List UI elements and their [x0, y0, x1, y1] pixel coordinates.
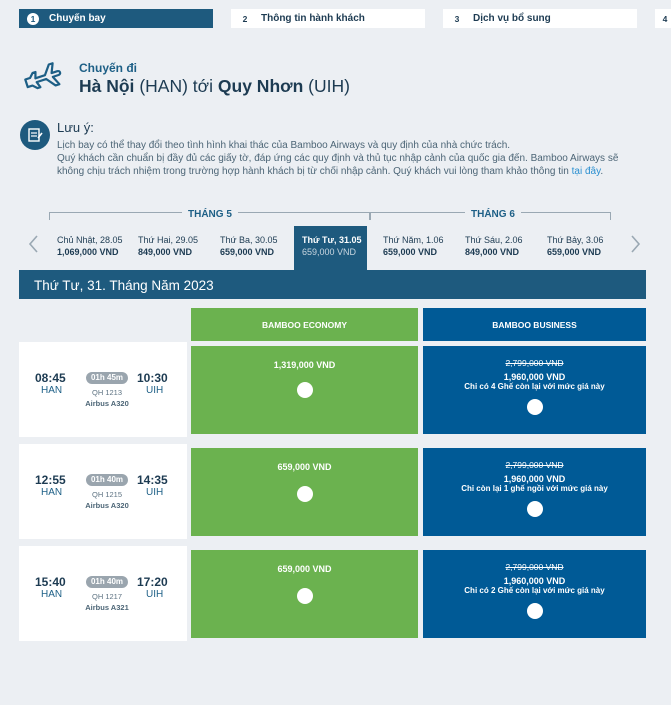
selected-day-bar: Thứ Tư, 31. Tháng Năm 2023: [19, 270, 646, 299]
origin-city: Hà Nội: [79, 76, 135, 96]
date-price: 849,000 VND: [138, 247, 193, 257]
flight-number: QH 1217: [91, 592, 123, 601]
departure-code: HAN: [41, 487, 63, 498]
route-connector: tới: [192, 76, 214, 96]
date-price: 659,000 VND: [302, 247, 357, 257]
date-label: Chủ Nhật, 28.05: [57, 235, 123, 245]
fare-radio[interactable]: [527, 501, 543, 517]
arrival-code: UIH: [146, 385, 164, 396]
date-option[interactable]: [457, 226, 530, 270]
economy-fare-option[interactable]: [191, 550, 418, 638]
step-number: 3: [454, 13, 460, 24]
flight-row: [19, 546, 187, 641]
economy-price: 1,319,000 VND: [273, 360, 336, 370]
fare-header-economy: BAMBOO ECONOMY: [191, 308, 418, 341]
economy-price: 659,000 VND: [277, 462, 332, 472]
business-price: 1,960,000 VND: [503, 474, 566, 484]
seats-left-note: Chỉ có 2 Ghế còn lại với mức giá này: [464, 586, 605, 595]
step-number: 4: [662, 13, 668, 24]
business-price: 1,960,000 VND: [503, 576, 566, 586]
date-label: Thứ Tư, 31.05: [302, 235, 362, 245]
date-option[interactable]: [212, 226, 285, 270]
date-label: Thứ Bảy, 3.06: [547, 235, 604, 245]
date-price: 659,000 VND: [547, 247, 602, 257]
step-label: Chuyến bay: [49, 13, 106, 24]
flight-row: [19, 444, 187, 539]
seats-left-note: Chỉ có 4 Ghế còn lại với mức giá này: [464, 382, 605, 391]
business-fare-option[interactable]: [423, 448, 646, 536]
duration-badge: 01h 40m: [86, 576, 128, 588]
date-price: 659,000 VND: [383, 247, 438, 257]
departure-code: HAN: [41, 589, 63, 600]
fare-radio[interactable]: [527, 399, 543, 415]
destination-city: Quy Nhơn: [217, 76, 304, 96]
notice-line-2-text: Quý khách cần chuẩn bị đầy đủ các giấy tờ, đáp ứng các quy định và thủ tục nhập cảnh của quốc gia đến. Bamboo Airways sẽ không chịu trách nhiệm trong trường hợp hành khách bị từ chối nhập cảnh. Quý khách vui lòng tham khảo thông tin: [57, 153, 619, 177]
month-label: THÁNG 5: [182, 209, 238, 220]
date-label: Thứ Hai, 29.05: [138, 235, 199, 245]
aircraft-type: Airbus A321: [85, 603, 129, 612]
arrival-time: 10:30: [137, 371, 168, 385]
fare-radio[interactable]: [527, 603, 543, 619]
seats-left-note: Chỉ còn lại 1 ghế ngồi với mức giá này: [461, 484, 608, 493]
date-option[interactable]: [130, 226, 203, 270]
step-label: Thông tin hành khách: [261, 13, 365, 24]
business-price: 1,960,000 VND: [503, 372, 566, 382]
notice-title: Lưu ý:: [57, 120, 94, 135]
duration-badge: 01h 45m: [86, 372, 128, 384]
business-fare-option[interactable]: [423, 346, 646, 434]
month-label: THÁNG 6: [465, 209, 521, 220]
date-price: 849,000 VND: [465, 247, 520, 257]
date-price: 659,000 VND: [220, 247, 275, 257]
arrival-code: UIH: [146, 589, 164, 600]
step-flight[interactable]: [19, 9, 213, 28]
date-label: Thứ Ba, 30.05: [220, 235, 278, 245]
progress-stepper: [0, 9, 671, 29]
duration-badge: 01h 40m: [86, 474, 128, 486]
fare-radio[interactable]: [297, 588, 313, 604]
airplane-icon: [22, 62, 64, 96]
notice-line-2: [57, 152, 627, 178]
destination-code: (UIH): [308, 76, 350, 96]
arrival-time: 17:20: [137, 575, 168, 589]
aircraft-type: Airbus A320: [85, 501, 129, 510]
business-old-price: 2,799,000 VND: [505, 460, 564, 470]
notice-text: [57, 139, 627, 178]
date-label: Thứ Năm, 1.06: [383, 235, 444, 245]
step-number: 2: [242, 13, 248, 24]
step-extra-services[interactable]: [443, 9, 637, 28]
step-number: 1: [27, 13, 39, 25]
flight-number: QH 1213: [91, 388, 123, 397]
fare-radio[interactable]: [297, 486, 313, 502]
economy-fare-option[interactable]: [191, 346, 418, 434]
business-fare-option[interactable]: [423, 550, 646, 638]
departure-time: 12:55: [35, 473, 66, 487]
notice-line-1: Lịch bay có thể thay đổi theo tình hình khai thác của Bamboo Airways và quy định của nhà chức trách.: [57, 140, 511, 151]
departure-time: 08:45: [35, 371, 66, 385]
step-passenger-info[interactable]: [231, 9, 425, 28]
origin-code: (HAN): [139, 76, 188, 96]
chevron-left-icon[interactable]: [27, 234, 41, 254]
departure-time: 15:40: [35, 575, 66, 589]
date-option[interactable]: [539, 226, 612, 270]
chevron-right-icon[interactable]: [628, 234, 642, 254]
economy-fare-option[interactable]: [191, 448, 418, 536]
date-option[interactable]: [49, 226, 122, 270]
route-kicker: Chuyến đi: [79, 61, 138, 75]
arrival-time: 14:35: [137, 473, 168, 487]
business-old-price: 2,799,000 VND: [505, 562, 564, 572]
economy-price: 659,000 VND: [277, 564, 332, 574]
date-option[interactable]: [375, 226, 448, 270]
flight-number: QH 1215: [91, 490, 123, 499]
date-label: Thứ Sáu, 2.06: [465, 235, 523, 245]
step-label: Dịch vụ bổ sung: [473, 13, 551, 24]
fare-radio[interactable]: [297, 382, 313, 398]
fare-header-business: BAMBOO BUSINESS: [423, 308, 646, 341]
aircraft-type: Airbus A320: [85, 399, 129, 408]
notice-link[interactable]: tại đây: [571, 166, 601, 177]
date-option-selected[interactable]: [294, 226, 367, 270]
route-title: [79, 76, 350, 97]
notice-icon: [20, 120, 50, 150]
departure-code: HAN: [41, 385, 63, 396]
business-old-price: 2,799,000 VND: [505, 358, 564, 368]
flight-row: [19, 342, 187, 437]
date-price: 1,069,000 VND: [57, 247, 119, 257]
step-4[interactable]: [655, 9, 671, 28]
arrival-code: UIH: [146, 487, 164, 498]
notice-end: .: [600, 166, 604, 177]
